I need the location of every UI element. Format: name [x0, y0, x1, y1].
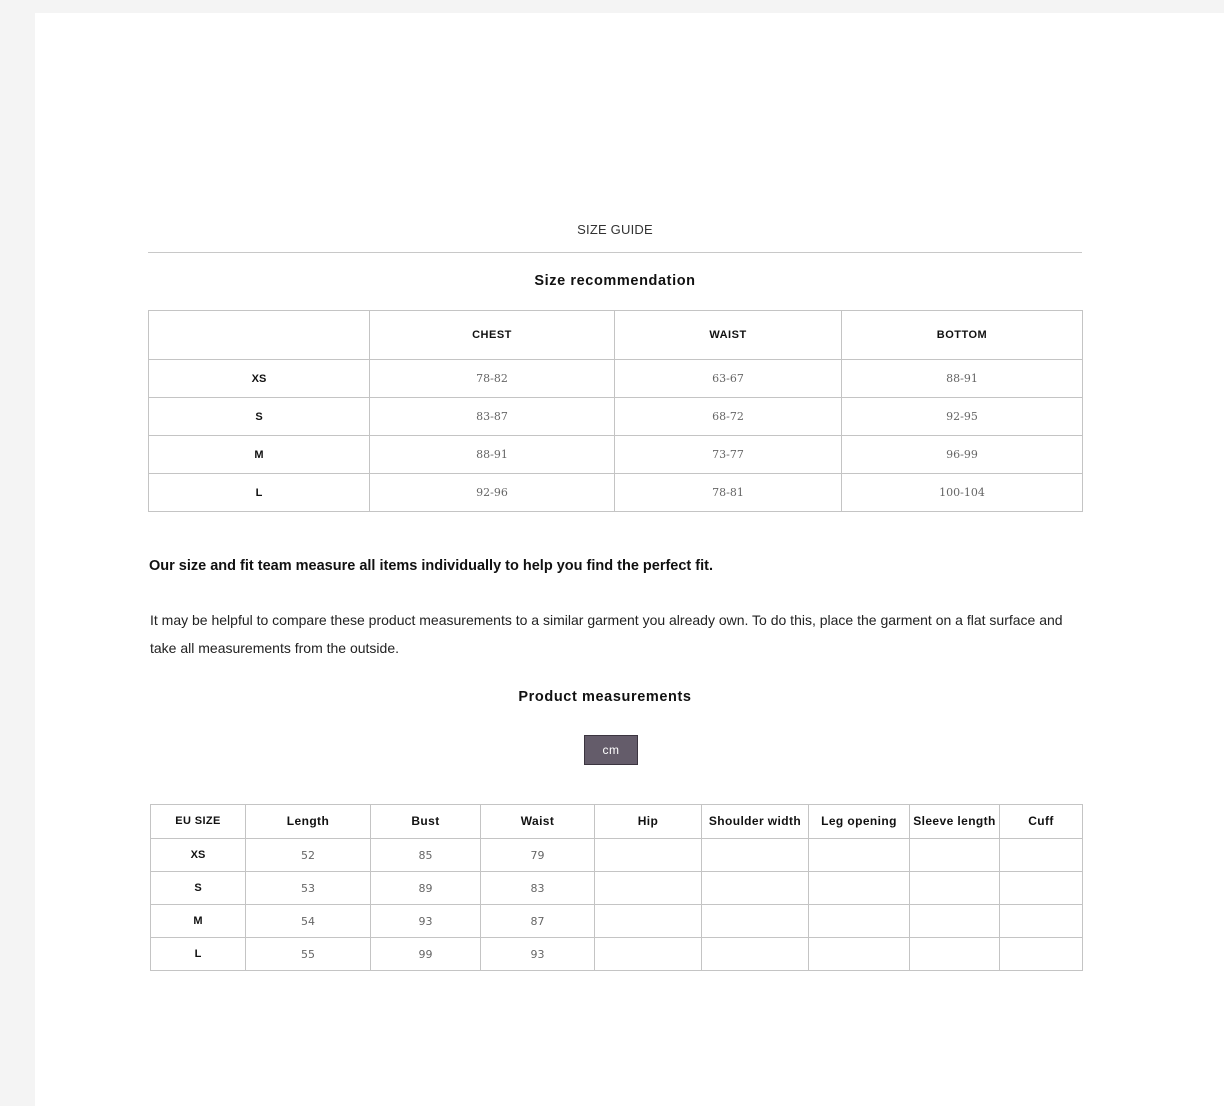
column-header-leg-opening: Leg opening	[809, 805, 910, 839]
column-header-bottom: BOTTOM	[842, 311, 1083, 360]
waist-cell: 93	[481, 938, 595, 971]
table-header-row	[151, 805, 1083, 839]
length-cell: 53	[246, 872, 371, 905]
hip-cell	[595, 938, 702, 971]
sleeve-length-cell	[910, 839, 1000, 872]
leg-opening-cell	[809, 905, 910, 938]
column-header-hip: Hip	[595, 805, 702, 839]
column-header-waist: Waist	[481, 805, 595, 839]
shoulder-width-cell	[702, 905, 809, 938]
eu-size-cell: L	[151, 938, 246, 971]
table-row	[151, 872, 1083, 905]
sleeve-length-cell	[910, 905, 1000, 938]
leg-opening-cell	[809, 872, 910, 905]
bottom-cell: 96-99	[842, 436, 1083, 474]
length-cell: 55	[246, 938, 371, 971]
leg-opening-cell	[809, 839, 910, 872]
table-row	[151, 938, 1083, 971]
hip-cell	[595, 872, 702, 905]
chest-cell: 83-87	[370, 398, 615, 436]
waist-cell: 79	[481, 839, 595, 872]
size-cell: M	[149, 436, 370, 474]
leg-opening-cell	[809, 938, 910, 971]
eu-size-cell: M	[151, 905, 246, 938]
size-guide-title: SIZE GUIDE	[577, 222, 653, 237]
chest-cell: 78-82	[370, 360, 615, 398]
fit-team-note: Our size and fit team measure all items individually to help you find the perfect fit.	[149, 558, 713, 574]
chest-cell: 88-91	[370, 436, 615, 474]
column-header-shoulder-width: Shoulder width	[702, 805, 809, 839]
eu-size-cell: XS	[151, 839, 246, 872]
shoulder-width-cell	[702, 938, 809, 971]
waist-cell: 83	[481, 872, 595, 905]
product-measurements-table	[150, 804, 1083, 971]
chest-cell: 92-96	[370, 474, 615, 512]
bust-cell: 89	[371, 872, 481, 905]
column-header-size	[149, 311, 370, 360]
table-row	[151, 839, 1083, 872]
title-divider	[148, 252, 1082, 253]
length-cell: 54	[246, 905, 371, 938]
table-row	[149, 398, 1083, 436]
cuff-cell	[1000, 872, 1083, 905]
cuff-cell	[1000, 905, 1083, 938]
length-cell: 52	[246, 839, 371, 872]
size-recommendation-table	[148, 310, 1083, 512]
waist-cell: 63-67	[615, 360, 842, 398]
column-header-waist: WAIST	[615, 311, 842, 360]
measurement-instructions: It may be helpful to compare these product measurements to a similar garment you already own. To do this, place the garment on a flat surface and take all measurements from the outside.	[150, 612, 1063, 656]
size-cell: L	[149, 474, 370, 512]
table-row	[151, 905, 1083, 938]
column-header-cuff: Cuff	[1000, 805, 1083, 839]
size-cell: XS	[149, 360, 370, 398]
bottom-cell: 92-95	[842, 398, 1083, 436]
table-row	[149, 360, 1083, 398]
column-header-eu-size: EU SIZE	[151, 805, 246, 839]
waist-cell: 78-81	[615, 474, 842, 512]
size-recommendation-heading: Size recommendation	[534, 273, 696, 289]
bust-cell: 85	[371, 839, 481, 872]
hip-cell	[595, 839, 702, 872]
column-header-length: Length	[246, 805, 371, 839]
shoulder-width-cell	[702, 839, 809, 872]
table-row	[149, 436, 1083, 474]
cuff-cell	[1000, 938, 1083, 971]
eu-size-cell: S	[151, 872, 246, 905]
waist-cell: 73-77	[615, 436, 842, 474]
cuff-cell	[1000, 839, 1083, 872]
bottom-cell: 88-91	[842, 360, 1083, 398]
waist-cell: 68-72	[615, 398, 842, 436]
column-header-chest: CHEST	[370, 311, 615, 360]
unit-toggle-cm-button[interactable]: cm	[584, 735, 638, 765]
column-header-sleeve-length: Sleeve length	[910, 805, 1000, 839]
sleeve-length-cell	[910, 938, 1000, 971]
waist-cell: 87	[481, 905, 595, 938]
column-header-bust: Bust	[371, 805, 481, 839]
sleeve-length-cell	[910, 872, 1000, 905]
size-cell: S	[149, 398, 370, 436]
table-row	[149, 474, 1083, 512]
bust-cell: 93	[371, 905, 481, 938]
hip-cell	[595, 905, 702, 938]
shoulder-width-cell	[702, 872, 809, 905]
product-measurements-heading: Product measurements	[518, 689, 692, 705]
bust-cell: 99	[371, 938, 481, 971]
table-header-row	[149, 311, 1083, 360]
size-guide-panel	[35, 13, 1224, 1106]
bottom-cell: 100-104	[842, 474, 1083, 512]
